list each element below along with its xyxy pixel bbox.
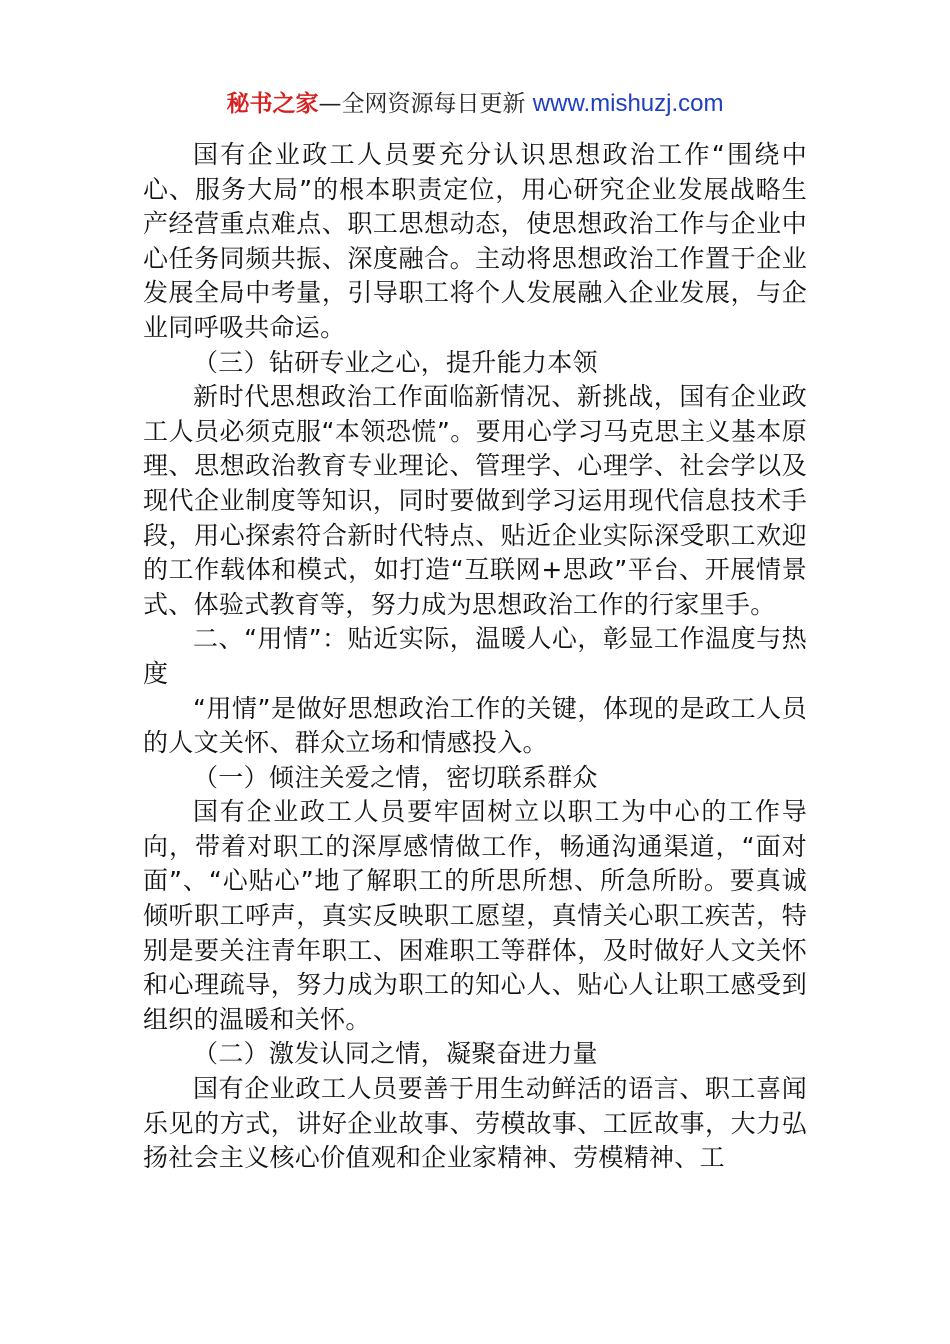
- section-heading: （一）倾注关爱之情，密切联系群众: [193, 762, 598, 792]
- chapter-heading: 二、“用情”：贴近实际，温暖人心，彰显工作温度与热度: [143, 624, 807, 688]
- paragraph: 国有企业政工人员要牢固树立以职工为中心的工作导向，带着对职工的深厚感情做工作，畅通沟通渠道，“面对面”、“心贴心”地了解职工的所思所想、所急所盼。要真诚倾听职工呼声，真实反映职工愿望，真情关心职工疾苦，特别是要关注青年职工、困难职工等群体，及时做好人文关怀和心理疏导，努力成为职工的知心人、贴心人让职工感受到组织的温暖和关怀。: [143, 797, 807, 1034]
- brand-name: 秘书之家: [226, 91, 319, 117]
- section-heading: （三）钻研专业之心，提升能力本领: [193, 347, 598, 377]
- header-tagline: —全网资源每日更新: [318, 91, 533, 117]
- website-link[interactable]: www.mishuzj.com: [532, 90, 724, 117]
- paragraph: 国有企业政工人员要充分认识思想政治工作“围绕中心、服务大局”的根本职责定位，用心研究企业发展战略生产经营重点难点、职工思想动态，使思想政治工作与企业中心任务同频共振、深度融合。主动将思想政治工作置于企业发展全局中考量，引导职工将个人发展融入企业发展，与企业同呼吸共命运。: [143, 140, 807, 342]
- paragraph: 国有企业政工人员要善于用生动鲜活的语言、职工喜闻乐见的方式，讲好企业故事、劳模故事、工匠故事，大力弘扬社会主义核心价值观和企业家精神、劳模精神、工: [143, 1074, 807, 1173]
- section-heading: （二）激发认同之情，凝聚奋进力量: [193, 1039, 598, 1069]
- paragraph: 新时代思想政治工作面临新情况、新挑战，国有企业政工人员必须克服“本领恐慌”。要用心学习马克思主义基本原理、思想政治教育专业理论、管理学、心理学、社会学以及现代企业制度等知识，同时要做到学习运用现代信息技术手段，用心探索符合新时代特点、贴近企业实际深受职工欢迎的工作载体和模式，如打造“互联网+思政”平台、开展情景式、体验式教育等，努力成为思想政治工作的行家里手。: [143, 382, 807, 619]
- paragraph: “用情”是做好思想政治工作的关键，体现的是政工人员的人文关怀、群众立场和情感投入。: [143, 693, 807, 758]
- document-body: [143, 138, 807, 1176]
- page-header: [0, 86, 950, 122]
